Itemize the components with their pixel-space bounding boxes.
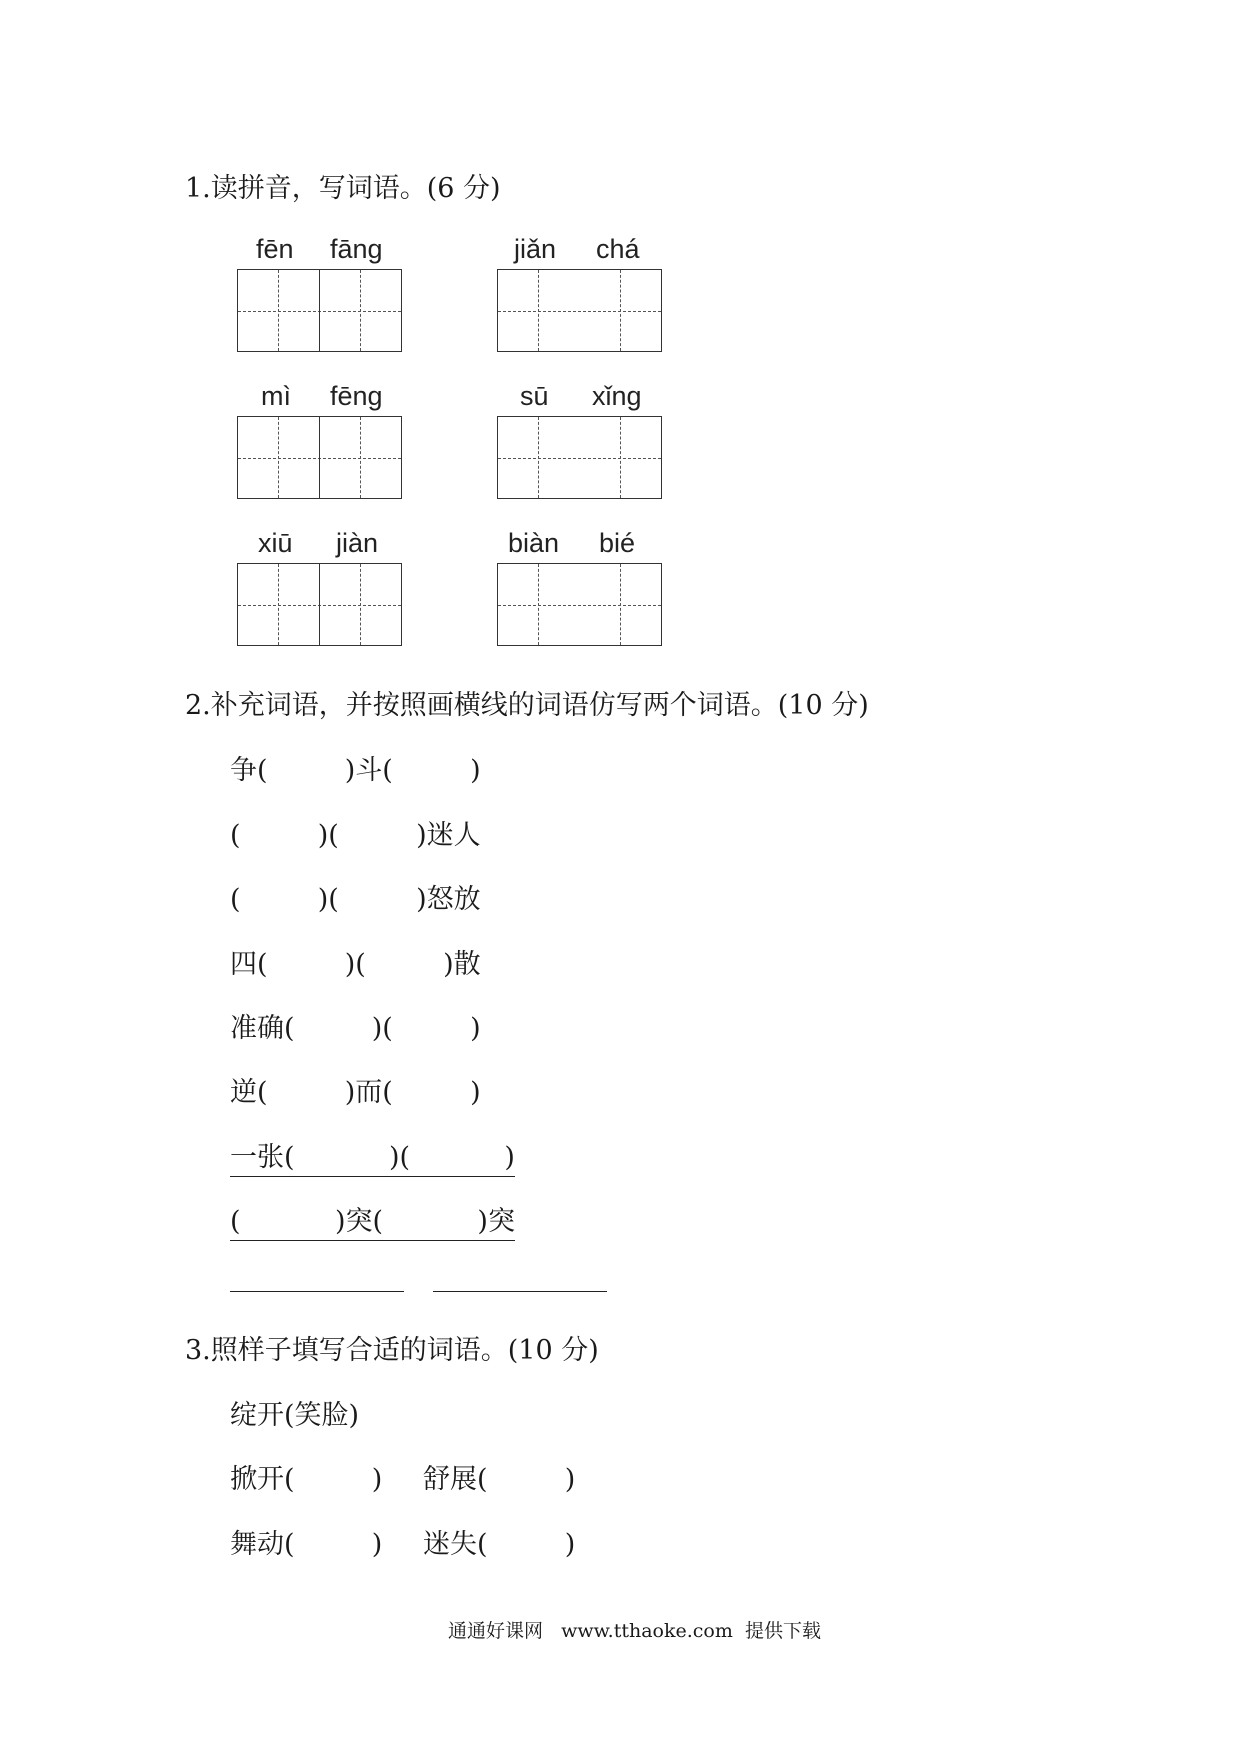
fill-item-1a[interactable]: 掀开( ) [230, 1464, 383, 1495]
pinyin-4b: xǐng [592, 381, 642, 411]
writing-grid-1[interactable] [237, 269, 402, 352]
footer-text: 通通好课网 www.tthaoke.com 提供下载 [448, 1620, 821, 1642]
idiom-item-1[interactable]: 争( )斗( ) [230, 755, 481, 786]
writing-grid-3[interactable] [237, 416, 402, 499]
idiom-item-6[interactable]: 逆( )而( ) [230, 1077, 481, 1108]
idiom-item-5[interactable]: 准确( )( ) [230, 1013, 481, 1044]
pinyin-1a: fēn [256, 234, 294, 264]
idiom-item-2[interactable]: ( )( )迷人 [230, 820, 481, 851]
pinyin-4a: sū [520, 381, 549, 411]
pinyin-6a: biàn [508, 528, 560, 558]
example-item: 绽开(笑脸) [230, 1400, 360, 1431]
writing-grid-5[interactable] [237, 563, 402, 646]
question-3-title: 3.照样子填写合适的词语。(10 分) [185, 1335, 599, 1366]
question-1-title: 1.读拼音，写词语。(6 分) [185, 173, 501, 204]
pinyin-6b: bié [599, 528, 636, 558]
pinyin-2a: jiǎn [514, 234, 557, 264]
pinyin-3b: fēng [330, 381, 383, 411]
pinyin-5b: jiàn [336, 528, 379, 558]
idiom-item-underlined-1[interactable]: 一张( )( ) [230, 1135, 515, 1177]
writing-grid-6[interactable] [497, 563, 662, 646]
answer-blank-2[interactable] [433, 1291, 607, 1292]
idiom-item-4[interactable]: 四( )( )散 [230, 949, 481, 980]
fill-item-2b[interactable]: 迷失( ) [423, 1529, 576, 1560]
idiom-item-3[interactable]: ( )( )怒放 [230, 884, 481, 915]
writing-grid-4[interactable] [497, 416, 662, 499]
question-2-title: 2.补充词语，并按照画横线的词语仿写两个词语。(10 分) [185, 690, 869, 721]
idiom-item-underlined-2[interactable]: ( )突( )突 [230, 1199, 515, 1241]
pinyin-3a: mì [261, 381, 291, 411]
writing-grid-2[interactable] [497, 269, 662, 352]
pinyin-1b: fāng [330, 234, 383, 264]
fill-item-1b[interactable]: 舒展( ) [423, 1464, 576, 1495]
pinyin-5a: xiū [258, 528, 293, 558]
pinyin-2b: chá [596, 234, 640, 264]
fill-item-2a[interactable]: 舞动( ) [230, 1529, 383, 1560]
answer-blank-1[interactable] [230, 1291, 404, 1292]
